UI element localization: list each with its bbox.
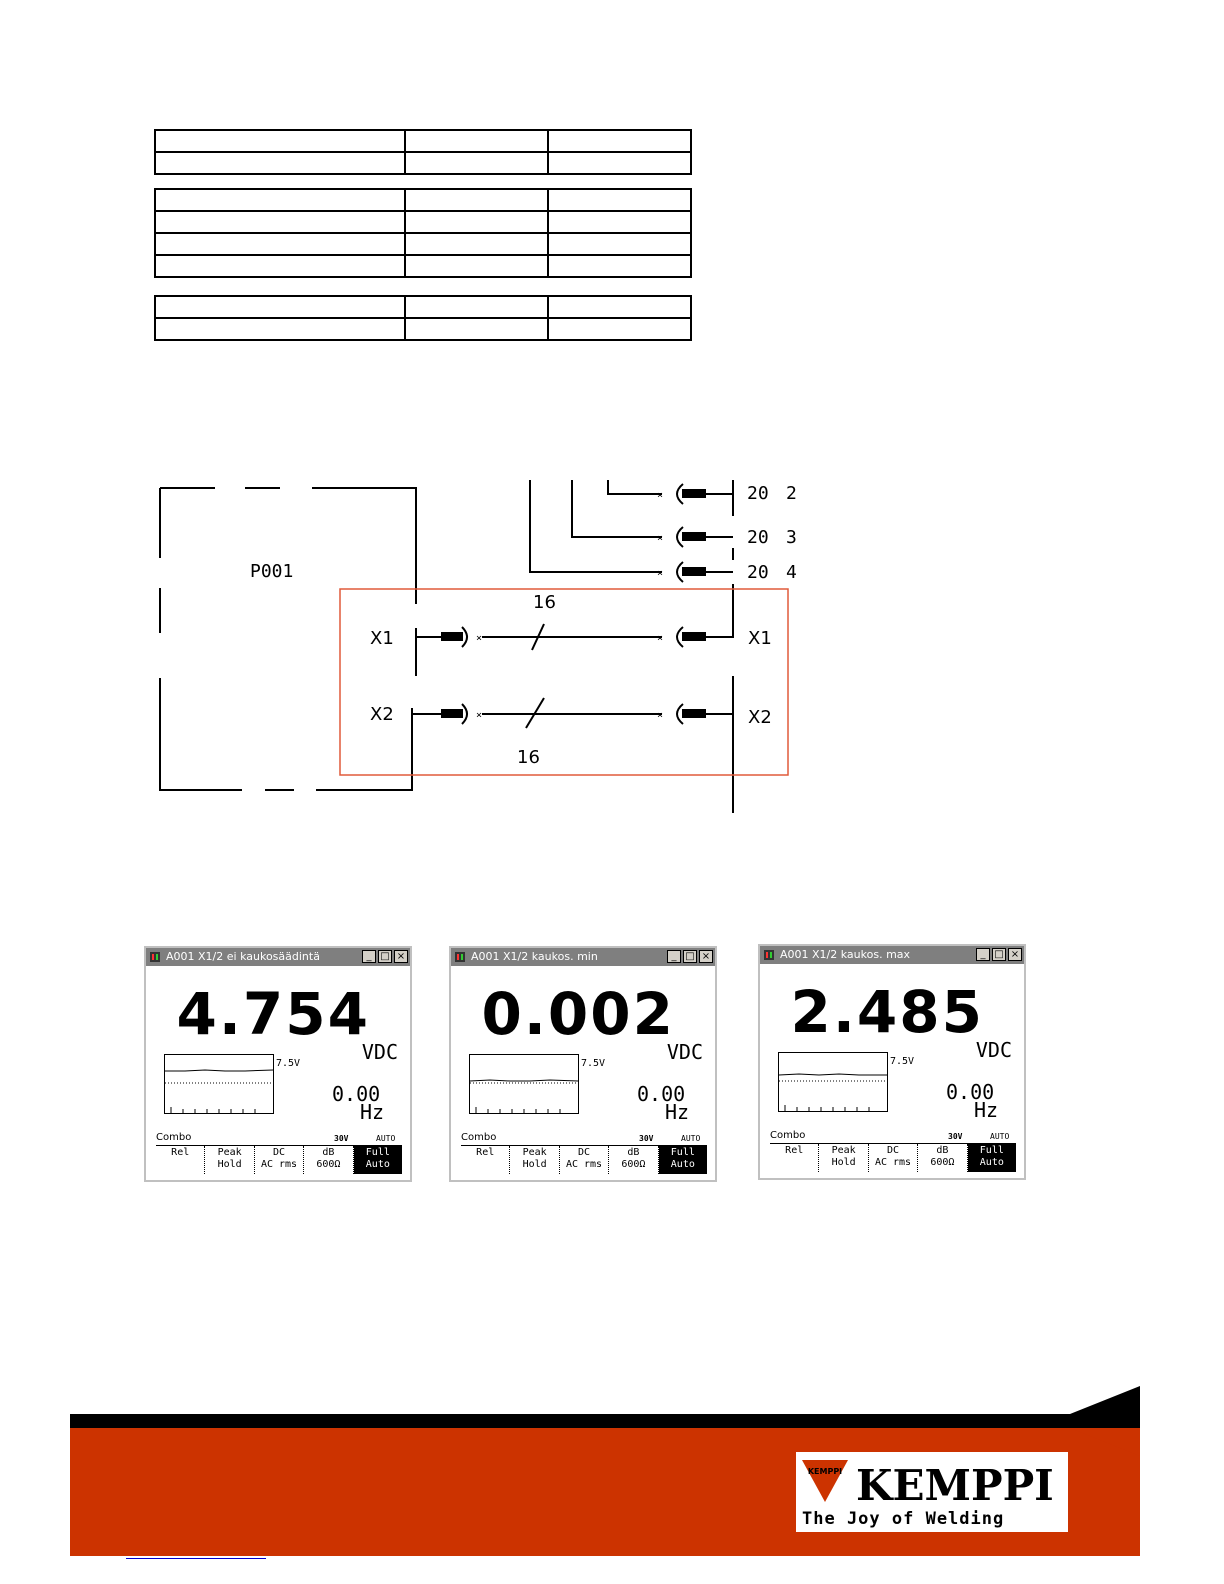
softkey-line2: Auto: [979, 1157, 1004, 1168]
svg-text:×: ×: [657, 490, 664, 501]
left-port-x1: X1: [370, 628, 394, 649]
svg-text:×: ×: [657, 533, 664, 544]
trend-graph: [164, 1054, 274, 1114]
meter-app-icon: [763, 949, 775, 961]
softkey-line1: Full: [670, 1147, 695, 1158]
graph-scale: 7.5V: [581, 1058, 606, 1069]
svg-text:KEMPPI: KEMPPI: [807, 1467, 843, 1476]
range-mode: AUTO: [990, 1132, 1010, 1141]
softkey-line2: Auto: [365, 1159, 390, 1170]
range-voltage: 30V: [948, 1132, 963, 1141]
meter-unit: VDC: [975, 1038, 1012, 1062]
frequency-reading: 0.00: [637, 1082, 686, 1106]
close-button[interactable]: ×: [1008, 948, 1022, 961]
wiring-diagram: [150, 478, 810, 818]
right-port-x2: X2: [748, 707, 772, 728]
softkey-bar: [156, 1145, 402, 1174]
trend-graph: [778, 1052, 888, 1112]
softkey-line1: dB: [936, 1145, 949, 1156]
softkey-line2: AC rms: [260, 1159, 298, 1170]
frequency-reading: 0.00: [332, 1082, 381, 1106]
table-3: [154, 295, 692, 341]
softkey-line2: AC rms: [565, 1159, 603, 1170]
svg-text:×: ×: [476, 633, 483, 644]
softkey-line1: DC: [577, 1147, 591, 1158]
table-1: [154, 129, 692, 175]
meter-app-icon: [454, 951, 466, 963]
trend-graph: [469, 1054, 579, 1114]
softkey-bar: [461, 1145, 707, 1174]
softkey-full-auto[interactable]: [354, 1146, 402, 1174]
svg-text:×: ×: [476, 710, 483, 721]
softkey-line2: Hold: [217, 1159, 242, 1170]
table-row: [155, 211, 691, 233]
softkey-line1: Rel: [785, 1145, 804, 1156]
svg-text:×: ×: [657, 710, 664, 721]
table-row: [155, 189, 691, 211]
meter-window[interactable]: [144, 946, 412, 1182]
hyperlink-underline[interactable]: [126, 1558, 266, 1559]
maximize-button[interactable]: □: [378, 950, 392, 963]
softkey-line1: DC: [272, 1147, 286, 1158]
softkey-peak-hold[interactable]: [819, 1144, 868, 1172]
meter-reading: 2.485: [790, 978, 984, 1046]
meter-window[interactable]: [758, 944, 1026, 1180]
softkey-line1: dB: [627, 1147, 640, 1158]
table-row: [155, 255, 691, 277]
softkey-line1: Rel: [171, 1147, 190, 1158]
highlight-box: [340, 589, 788, 775]
table-row: [155, 233, 691, 255]
graph-scale: 7.5V: [276, 1058, 301, 1069]
wire-count-label: 16: [517, 747, 540, 768]
table-row: [155, 318, 691, 340]
softkey-line1: Peak: [217, 1147, 242, 1158]
terminal-pin: 3: [786, 527, 797, 548]
softkey-line2: AC rms: [874, 1157, 912, 1168]
window-title: A001 X1/2 kaukos. min: [471, 950, 598, 963]
combo-label: Combo: [461, 1132, 497, 1143]
softkey-line2: Auto: [670, 1159, 695, 1170]
brand-slogan: The Joy of Welding: [802, 1509, 1005, 1529]
combo-label: Combo: [156, 1132, 192, 1143]
graph-scale: 7.5V: [890, 1056, 915, 1067]
brand-name: KEMPPI: [856, 1461, 1054, 1510]
table-row: [155, 296, 691, 318]
maximize-button[interactable]: □: [683, 950, 697, 963]
softkey-full-auto[interactable]: [968, 1144, 1016, 1172]
range-mode: AUTO: [681, 1134, 701, 1143]
frequency-reading: 0.00: [946, 1080, 995, 1104]
softkey-dc-ac[interactable]: [869, 1144, 918, 1172]
softkey-line2: 600Ω: [316, 1159, 341, 1170]
softkey-line1: dB: [322, 1147, 335, 1158]
terminal-block: 20: [747, 527, 769, 548]
table-2: [154, 188, 692, 278]
maximize-button[interactable]: □: [992, 948, 1006, 961]
terminal-pin: 4: [786, 562, 797, 583]
softkey-line2: Hold: [831, 1157, 856, 1168]
meter-unit: VDC: [361, 1040, 398, 1064]
softkey-line2: 600Ω: [621, 1159, 646, 1170]
frequency-unit: Hz: [665, 1100, 690, 1124]
meter-app-icon: [149, 951, 161, 963]
minimize-button[interactable]: _: [362, 950, 376, 963]
softkey-full-auto[interactable]: [659, 1146, 707, 1174]
softkey-db[interactable]: [609, 1146, 658, 1174]
softkey-line1: Full: [979, 1145, 1004, 1156]
softkey-line1: Peak: [522, 1147, 547, 1158]
range-mode: AUTO: [376, 1134, 396, 1143]
softkey-line1: Peak: [831, 1145, 856, 1156]
terminal-pin: 2: [786, 483, 797, 504]
left-port-x2: X2: [370, 704, 394, 725]
meter-unit: VDC: [666, 1040, 703, 1064]
softkey-line1: DC: [886, 1145, 900, 1156]
terminal-block: 20: [747, 562, 769, 583]
softkey-line1: Rel: [476, 1147, 495, 1158]
terminal-block: 20: [747, 483, 769, 504]
softkey-db[interactable]: [304, 1146, 353, 1174]
softkey-rel[interactable]: [770, 1144, 819, 1172]
softkey-peak-hold[interactable]: [510, 1146, 559, 1174]
table-row: [155, 130, 691, 152]
close-button[interactable]: ×: [394, 950, 408, 963]
minimize-button[interactable]: _: [667, 950, 681, 963]
meter-window[interactable]: [449, 946, 717, 1182]
meter-reading: 0.002: [481, 980, 675, 1048]
svg-text:×: ×: [657, 633, 664, 644]
combo-label: Combo: [770, 1130, 806, 1141]
softkey-line2: 600Ω: [930, 1157, 955, 1168]
wire-count-label: 16: [533, 592, 556, 613]
window-title-bar[interactable]: [146, 948, 410, 966]
right-port-x1: X1: [748, 628, 772, 649]
softkey-bar: [770, 1143, 1016, 1172]
softkey-dc-ac[interactable]: [255, 1146, 304, 1174]
frequency-unit: Hz: [360, 1100, 385, 1124]
frequency-unit: Hz: [974, 1098, 999, 1122]
footer-banner: [70, 1384, 1142, 1560]
minimize-button[interactable]: _: [976, 948, 990, 961]
meter-reading: 4.754: [176, 980, 370, 1048]
softkey-rel[interactable]: [461, 1146, 510, 1174]
softkey-peak-hold[interactable]: [205, 1146, 254, 1174]
range-voltage: 30V: [639, 1134, 654, 1143]
softkey-dc-ac[interactable]: [560, 1146, 609, 1174]
softkey-line1: Full: [365, 1147, 390, 1158]
component-label: P001: [250, 561, 294, 582]
close-button[interactable]: ×: [699, 950, 713, 963]
window-title-bar[interactable]: [760, 946, 1024, 964]
window-title: A001 X1/2 ei kaukosäädintä: [166, 950, 320, 963]
svg-text:×: ×: [657, 568, 664, 579]
softkey-db[interactable]: [918, 1144, 967, 1172]
window-title: A001 X1/2 kaukos. max: [780, 948, 911, 961]
window-title-bar[interactable]: [451, 948, 715, 966]
range-voltage: 30V: [334, 1134, 349, 1143]
softkey-line2: Hold: [522, 1159, 547, 1170]
softkey-rel[interactable]: [156, 1146, 205, 1174]
table-row: [155, 152, 691, 174]
kemppi-logo: [796, 1452, 1068, 1532]
